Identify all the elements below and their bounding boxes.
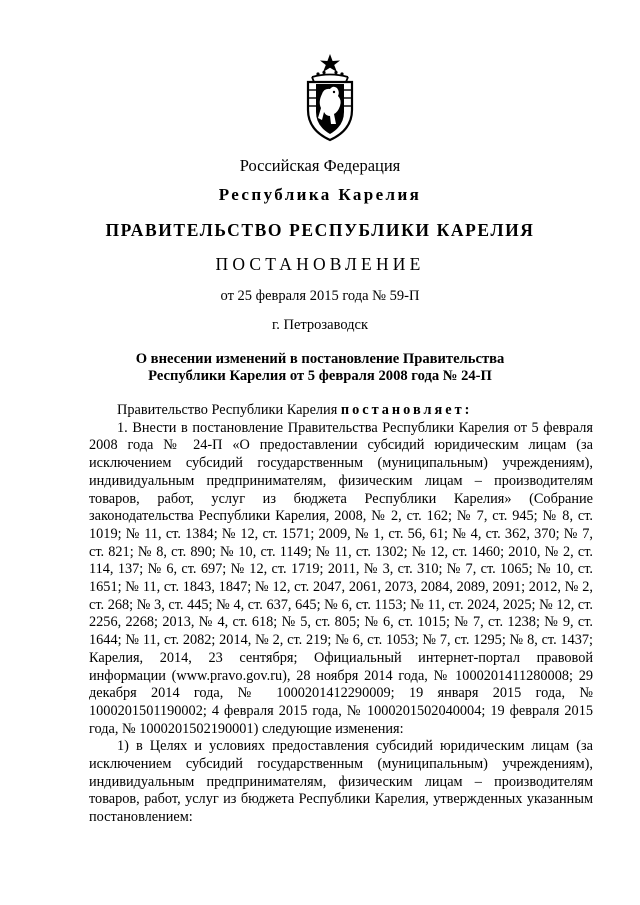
intro-paragraph — [89, 402, 593, 420]
paragraph-1: 1. Внести в постановление Правительства Республики Карелия от 5 февраля 2008 года № 24-П «О предоставлении субсидий юридическим лицам (за исключением субсидий государственным (муниципальным) учреждениям), индивидуальным предпринимателям, физическим лицам – производителям товаров, работ, услуг из бюджета Республики Карелия» (Собрание законодательства Республики Карелия, 2008, № 2, ст. 162; № 7, ст. 945; № 8, ст. 1019; № 11, ст. 1384; № 12, ст. 1571; 2009, № 1, ст. 56, 61; № 4, ст. 362, 370; № 7, ст. 821; № 8, ст. 890; № 10, ст. 1149; № 11, ст. 1302; № 12, ст. 1460; 2010, № 2, ст. 114, 137; № 6, ст. 697; № 12, ст. 1719; 2011, № 3, ст. 310; № 7, ст. 1065; № 10, ст. 1651; № 11, ст. 1843, 1847; № 12, ст. 2047, 2061, 2073, 2084, 2089, 2091; 2012, № 2, ст. 268; № 3, ст. 445; № 4, ст. 637, 645; № 6, ст. 1153; № 11, ст. 2024, 2025; № 12, ст. 2256, 2268; 2013, № 4, ст. 618; № 5, ст. 805; № 6, ст. 1015; № 7, ст. 1238; № 9, ст. 1644; № 11, ст. 2082; 2014, № 2, ст. 219; № 6, ст. 1053; № 7, ст. 1295; № 8, ст. 1437; Карелия, 2014, 23 сентября; Официальный интернет-портал правовой информации (www.pravo.gov.ru), 28 ноября 2014 года, № 1000201411280008; 29 декабря 2014 года, № 1000201412290009; 19 января 2015 года, № 1000201501190002; 4 февраля 2015 года, № 1000201502040004; 19 февраля 2015 года, № 1000201502190001) следующие изменения: — [89, 419, 593, 737]
document-city: г. Петрозаводск — [271, 317, 369, 333]
republic-name: Республика Карелия — [218, 185, 422, 204]
document-title-line: Республики Карелия от 5 февраля 2008 года № 24-П — [148, 368, 492, 384]
document-title-line: О внесении изменений в постановление Правительства — [135, 351, 505, 367]
paragraph-2: 1) в Целях и условиях предоставления субсидий юридическим лицам (за исключением субсидий государственным (муниципальным) учреждениям), индивидуальным предпринимателям, физическим лицам – производителям товаров, работ, услуг из бюджета Республики Карелия, утвержденных указанным постановлением: — [89, 738, 593, 826]
government-name: ПРАВИТЕЛЬСТВО РЕСПУБЛИКИ КАРЕЛИЯ — [105, 220, 535, 240]
document-body — [89, 402, 593, 827]
document-title — [0, 351, 640, 385]
karelia-coat-of-arms-icon — [300, 52, 360, 144]
country-name: Российская Федерация — [239, 156, 401, 175]
intro-text: Правительство Республики Карелия — [117, 402, 341, 418]
intro-verb: постановляет: — [340, 402, 473, 418]
document-date: от 25 февраля 2015 года № 59-П — [220, 288, 420, 304]
document-type: ПОСТАНОВЛЕНИЕ — [215, 254, 425, 274]
